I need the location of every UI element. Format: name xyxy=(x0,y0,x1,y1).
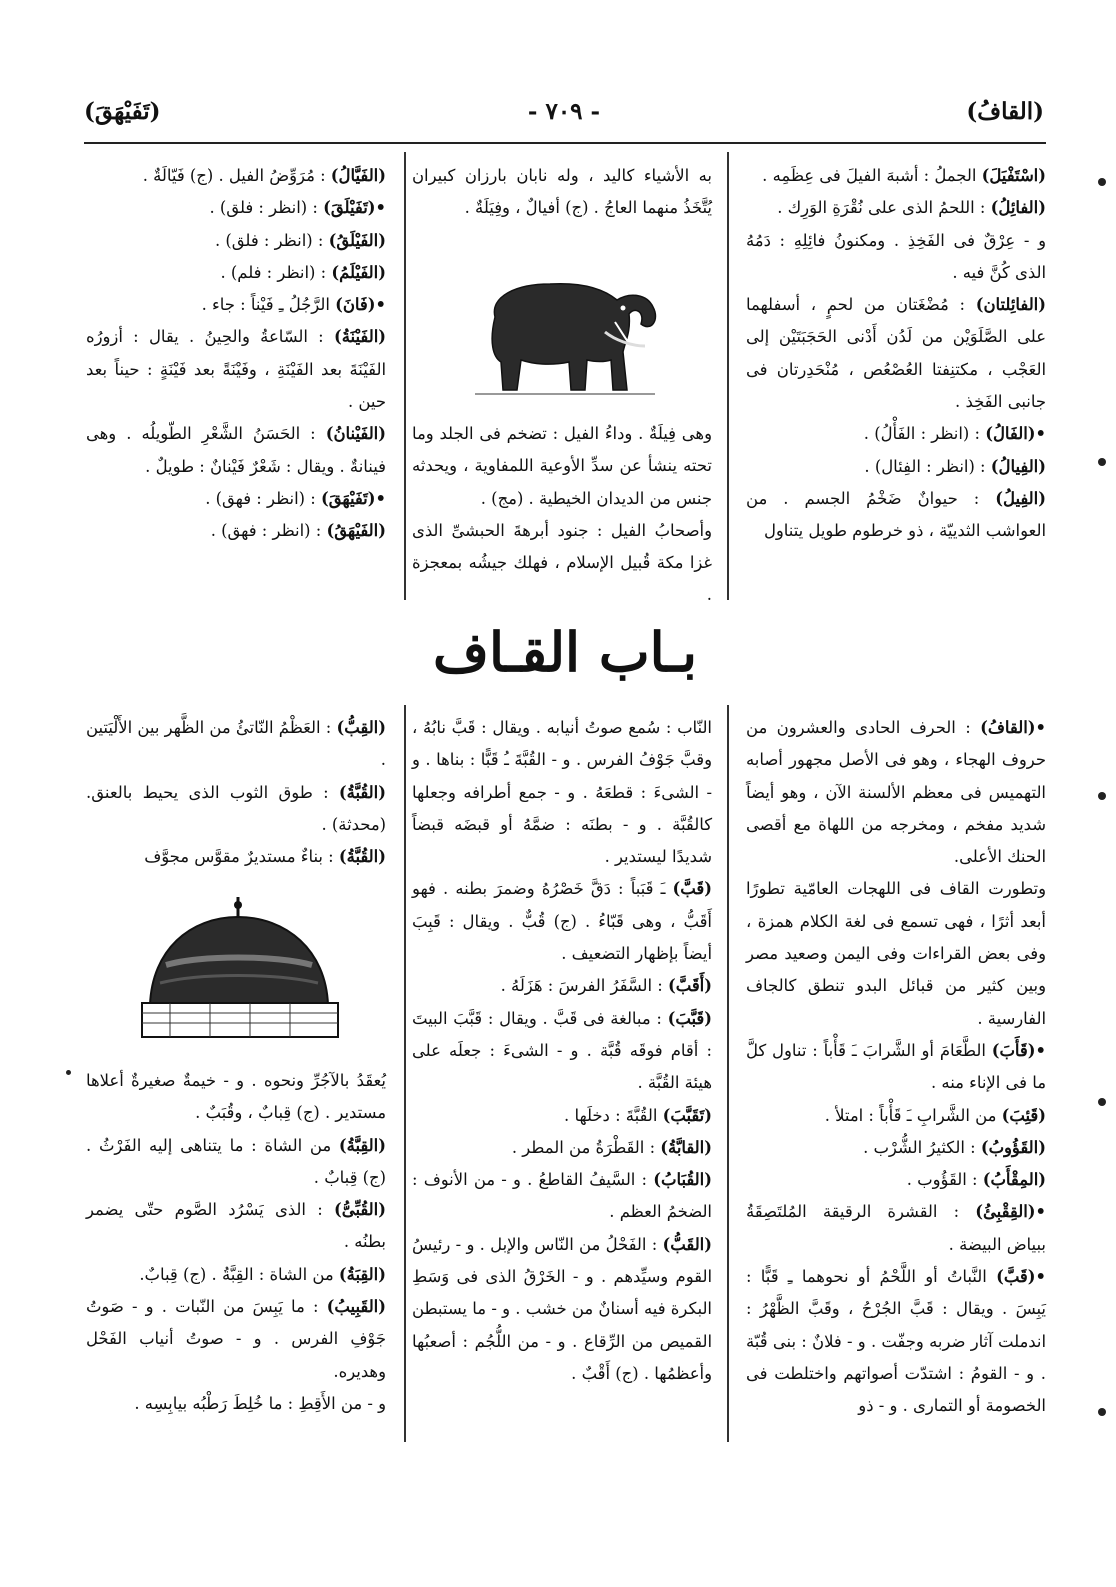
entry-definition: : القَؤُوب . xyxy=(906,1170,983,1190)
entry-headword: (الفَيْنَةُ) xyxy=(333,327,386,347)
entry-definition: : الحرف الحادى والعشرون من حروف الهجاء ، وهو فى الأصل مجهور أصابه التهميس فى معظم الألسنة الآن ، وهو أيضاً شديد مفخم ، ومخرجه من اللهاة مع أقصى الحنك الأعلى. xyxy=(746,718,1046,867)
entry-headword: (اسْتَفْيَلَ) xyxy=(981,166,1046,185)
entry-headword: (قَأَبَ) xyxy=(991,1040,1036,1060)
entry-definition: : السّاعةُ والحِينُ . يقال : أزورُه الفَيْنَةَ بعد الفَيْنَةِ ، وفَيْنَةً بعد فَيْنَةٍ : حيناً بعد حين . xyxy=(86,327,386,412)
entry-headword: (تَفَيْهَقَ) xyxy=(320,488,376,508)
dictionary-entry xyxy=(412,712,712,873)
entry-definition: النّاب : سُمع صوتُ أنيابه . ويقال : قَبَّ نابُهُ ، وقبَّ جَوْفُ الفرس . و - القُبَّةَ ـُ قَبًّا : بناها . و - الشىءَ : قطعَهُ . و - جمع أطرافه وجعلها كالقُبَّة . و - بطنَه : ضمَّهُ أو قبضَه قبضاً شديدًا ليستدير . xyxy=(412,718,712,867)
dictionary-entry xyxy=(746,451,1046,483)
entry-definition: : ما يَبِسَ من النّبات . و - صَوتُ جَوْفِ الفرس . و - صوتُ أنياب الفَحْل وهديره. xyxy=(86,1297,386,1381)
margin-mark xyxy=(1098,1098,1106,1106)
dictionary-entry xyxy=(86,289,386,321)
entry-headword: (القُبَّةُ) xyxy=(338,847,386,867)
entry-headword: (الفَيْنانُ) xyxy=(325,424,386,444)
dictionary-entry xyxy=(746,873,1046,1034)
entry-definition: من الشاة : ما يتناهى إليه الفَرْثُ . (ج) قِبابٌ . xyxy=(86,1135,386,1187)
dictionary-entry xyxy=(86,321,386,418)
dictionary-entry xyxy=(86,483,386,515)
entry-headword: (قَبَّبَ) xyxy=(667,1008,712,1028)
dictionary-entry xyxy=(86,418,386,483)
entry-definition: : السَّفَرُ الفرسَ : هَزَلَهُ . xyxy=(500,976,668,996)
entry-definition: القُبَّةَ : دخلَها . xyxy=(564,1105,663,1125)
entry-definition: : (انظر : الفَأْلُ) . xyxy=(863,424,986,444)
entry-definition: : القَطْرَةُ من المطر . xyxy=(511,1137,661,1157)
entry-headword: (الفائِلتان) xyxy=(975,295,1046,315)
dictionary-entry xyxy=(412,515,712,612)
dictionary-entry xyxy=(412,1100,712,1132)
dictionary-entry xyxy=(746,1035,1046,1100)
dictionary-entry xyxy=(746,483,1046,548)
entry-definition: : الذى يَسْرُد الصَّوم حتّى يضمر بطنُه . xyxy=(86,1200,386,1252)
bottom-column-middle xyxy=(412,712,712,1452)
elephant-illustration xyxy=(455,262,665,407)
dictionary-entry xyxy=(86,160,386,192)
dictionary-entry xyxy=(86,225,386,257)
entry-definition: : طوق الثوب الذى يحيط بالعنق. (محدثة) . xyxy=(86,782,386,834)
margin-mark xyxy=(66,1070,71,1075)
margin-mark xyxy=(1098,1408,1106,1416)
entry-definition: : (انظر : فلق) . xyxy=(209,198,324,218)
dictionary-entry xyxy=(86,192,386,224)
bottom-column-left-lower xyxy=(86,1065,386,1445)
dictionary-entry xyxy=(746,1196,1046,1261)
entry-headword: (الفائِلُ) xyxy=(990,198,1046,218)
entry-definition: به الأشياء كاليد ، وله نابان بارزان كبيران يُتَّخَذُ منهما العاجُ . (ج) أفيالٌ ، وفِيَلَةٌ . xyxy=(412,166,712,218)
entry-definition: وأصحابُ الفيل : جنود أبرهةَ الحبشىِّ الذى غزا مكة قُبيل الإسلام ، فهلك جيشُه بمعجزة . xyxy=(412,520,712,605)
dictionary-entry xyxy=(412,970,712,1002)
entry-definition: : (انظر : فهق) . xyxy=(205,488,321,508)
entry-headword: (أَقَبَّ) xyxy=(668,976,712,996)
dictionary-entry xyxy=(746,1261,1046,1422)
running-header xyxy=(84,98,1044,134)
dictionary-entry xyxy=(86,1130,386,1195)
entry-headword: (فَانَ) xyxy=(335,295,376,315)
entry-definition: ـَ قَبَباً : دَقَّ خَصْرُهُ وضمرَ بطنه . فهو أَقَبُّ ، وهى قَبّاءُ . (ج) قُبٌّ . ويقال : قَبِبَ أيضاً بإظهار التضعيف . xyxy=(412,879,712,964)
column-divider xyxy=(727,152,729,600)
entry-definition: : الكثيرُ الشُّرْب . xyxy=(863,1137,981,1157)
header-left-word: (تَفَيْهَقَ) xyxy=(84,98,161,125)
entry-definition: : الحَسَنُ الشَّعْرِ الطّويلُه . وهى فينانةٌ . ويقال : شَعْرٌ فَيْنانٌ : طويلٌ . xyxy=(86,424,386,476)
dictionary-entry xyxy=(412,1164,712,1229)
margin-mark xyxy=(1098,178,1106,186)
entry-headword: (قَبَّ) xyxy=(672,879,712,899)
top-column-left xyxy=(86,160,386,610)
entry-definition: : العَظْمُ النّاتئُ من الظَّهر بين الأَلْيَتين . xyxy=(85,718,386,770)
margin-mark xyxy=(1098,792,1106,800)
entry-definition: : (انظر : فهق) . xyxy=(210,521,327,541)
entry-headword: (القُبَّةُ) xyxy=(338,782,386,802)
dictionary-entry xyxy=(86,841,386,873)
entry-headword: (الفَيَّالُ) xyxy=(330,166,386,185)
column-divider xyxy=(404,152,406,600)
entry-definition: من الشاة : القِبَّةُ . (ج) قِبابٌ. xyxy=(139,1264,339,1284)
dictionary-entry xyxy=(746,418,1046,450)
entry-headword: (القِقْبِئُ) xyxy=(975,1202,1036,1222)
header-rule xyxy=(84,142,1046,144)
entry-definition: : بناءٌ مستديرٌ مقوَّس مجوَّف xyxy=(144,847,339,867)
entry-headword: (القُبَابُ) xyxy=(653,1170,712,1190)
entry-headword: (القِبُّ) xyxy=(336,718,386,737)
dictionary-entry xyxy=(412,1003,712,1100)
entry-headword: (القِبَةُ) xyxy=(338,1264,386,1284)
entry-definition: : القشرة الرقيقة المُلتَصِقَةُ ببياض البيضة . xyxy=(746,1202,1046,1254)
page-number: - ٧٠٩ - xyxy=(527,98,601,125)
entry-definition: : حيوانٌ ضَخْمُ الجسم . من العواشب الثدييّة ، ذو خرطوم طويل يتناول xyxy=(746,488,1046,541)
dictionary-entry xyxy=(412,160,712,225)
entry-headword: (القُبِّىُّ) xyxy=(334,1200,386,1220)
dictionary-entry xyxy=(746,1100,1046,1132)
entry-definition: : السَّيفُ القاطعُ . و - من الأنوف : الضخمُ العظم . xyxy=(412,1170,712,1222)
dictionary-entry xyxy=(746,712,1046,873)
dictionary-entry xyxy=(746,1132,1046,1164)
entry-headword: (القافُ) xyxy=(980,718,1036,737)
dictionary-entry xyxy=(86,1291,386,1388)
entry-headword: (الفَيْلَمُ) xyxy=(331,262,386,282)
column-divider xyxy=(404,705,406,1442)
top-column-right xyxy=(746,160,1046,610)
header-right-word: (القافُ) xyxy=(966,98,1044,125)
entry-definition: : (انظر : فلق) . xyxy=(214,230,329,250)
entry-definition: : مبالغة فى قَبَّ . ويقال : قَبَّبَ البيتَ : أقام فوقَه قُبَّة . و - الشىءَ : جعلَه على هيئة القُبَّة . xyxy=(412,1008,712,1093)
entry-definition: النَّباتُ أو اللَّحْمُ أو نحوهما ـِ قَبًّا : يَبِسَ . ويقال : قَبَّ الجُرْحُ ، وقَبَّ الظَّهْرُ : اندملت آثار ضربه وجفّت . و - فلانٌ : بنى قُبّة . و - القومُ : اشتدّت أصواتهم واختلطت فى الخصومة أو التمارى . و - ذو xyxy=(746,1267,1046,1416)
top-column-middle-lower xyxy=(412,418,712,605)
entry-definition: و - عِرْقٌ فى الفَخِذِ . ومكنونُ فائِلِهِ : دَمُهُ الذى كُنَّ فيه . xyxy=(746,230,1046,282)
dictionary-entry xyxy=(746,160,1046,192)
entry-headword: (قَئِبَ) xyxy=(1001,1105,1046,1125)
entry-definition: : (انظر : الفِئال) . xyxy=(864,456,991,476)
dictionary-entry xyxy=(86,515,386,547)
entry-definition: : مُضْغَتان من لحمٍ ، أسفلهما على الصَّلَوَيْن من لَدُن أَدْنى الحَجَبَتَيْن إلى العَجْب ، مكتنِفتا العُصْعُص ، مُنْحَدِرتان فى جانبى الفَخِذ . xyxy=(746,295,1046,412)
dome-illustration xyxy=(130,895,350,1045)
entry-definition: من الشَّرابِ ـَ قَأْباً : امتلأ . xyxy=(824,1105,1002,1125)
entry-headword: (تَقَبَّبَ) xyxy=(662,1105,712,1125)
dictionary-entry xyxy=(412,1229,712,1390)
dictionary-entry xyxy=(86,1259,386,1291)
entry-definition: الجملُ : أشبهَ الفيلَ فى عِظَمِه . xyxy=(762,166,982,185)
entry-headword: (القَبِيبُ) xyxy=(326,1297,386,1317)
entry-headword: (القِبَّةُ) xyxy=(338,1135,386,1155)
entry-definition: يُعقَدُ بالآجُرِّ ونحوه . و - خيمةٌ صغيرةٌ أعلاها مستدير . (ج) قِبابٌ ، وقُبَبٌ . xyxy=(86,1071,386,1123)
entry-definition: و - من الأَقِطِ : ما خُلِطَ رَطْبُه بيابِسِه . xyxy=(134,1393,386,1413)
bottom-column-left-upper xyxy=(86,712,386,902)
entry-definition: الرَّجُلُ ـِ فَيْناً : جاء . xyxy=(201,295,336,315)
dictionary-entry xyxy=(746,225,1046,290)
section-title: بـاب القـاف xyxy=(433,620,697,684)
entry-headword: (القَبُّ) xyxy=(662,1234,712,1254)
dictionary-entry xyxy=(86,712,386,777)
column-divider xyxy=(727,705,729,1442)
entry-definition: الطَّعَامَ أو الشَّرابَ ـَ قَأْباً : تناول كلَّ ما فى الإناء منه . xyxy=(746,1040,1046,1093)
entry-definition: وتطورت القاف فى اللهجات العامّية تطورًا أبعد أثرًا ، فهى تسمع فى لغة الكلام همزة ، وفى بعض القراءات وفى اليمن وصعيد مصر وبين كثير من قبائل البدو تنطق كالجاف الفارسية . xyxy=(746,879,1046,1028)
dictionary-entry xyxy=(412,1132,712,1164)
dictionary-entry xyxy=(746,192,1046,224)
dictionary-entry xyxy=(746,289,1046,418)
entry-definition: : مُرَوِّضُ الفيل . (ج) فَيّالَةٌ . xyxy=(142,166,331,185)
dictionary-entry xyxy=(86,257,386,289)
dictionary-entry xyxy=(86,777,386,842)
entry-headword: (تَفَيْلَقَ) xyxy=(323,198,376,218)
bottom-column-right xyxy=(746,712,1046,1452)
entry-headword: (الفِيالُ) xyxy=(990,456,1046,476)
dictionary-entry xyxy=(86,1065,386,1130)
entry-definition: وهى فِيلَةٌ . وداءُ الفيل : تضخم فى الجلد وما تحته ينشأ عن سدِّ الأوعية اللمفاوية ، ويحدثه جنس من الديدان الخيطية . (مج) . xyxy=(412,424,712,508)
entry-definition: : اللحمُ الذى على نُقْرَةِ الوَرِك . xyxy=(777,198,991,218)
entry-headword: (الفَالُ) xyxy=(985,424,1036,444)
entry-headword: (المِقْأَبُ) xyxy=(982,1170,1046,1190)
entry-headword: (الفِيلُ) xyxy=(995,488,1046,508)
dictionary-entry xyxy=(412,873,712,970)
entry-headword: (قَبَّ) xyxy=(996,1267,1036,1287)
entry-definition: : (انظر : فلم) . xyxy=(220,262,332,282)
entry-headword: (القَؤُوبُ) xyxy=(980,1137,1046,1157)
entry-headword: (القابَّةُ) xyxy=(660,1137,712,1157)
entry-headword: (الفَيْهَقُ) xyxy=(326,521,386,541)
dictionary-entry xyxy=(746,1164,1046,1196)
top-column-middle-upper xyxy=(412,160,712,250)
dictionary-entry xyxy=(86,1388,386,1420)
entry-definition: : الفَحْلُ من النّاس والإبل . و - رئيسُ القوم وسيِّدهم . و - الخَرْقُ الذى فى وَسَطِ البكرة فيه أسنانٌ من خشب . و - ما يستبطن القميص من الرِّقاع . و - من اللُّجُم : أصعبُها وأعظمُها . (ج) أَقْبٌ . xyxy=(412,1234,712,1383)
entry-headword: (الفَيْلَقُ) xyxy=(328,230,386,250)
dictionary-entry xyxy=(412,418,712,515)
dictionary-entry xyxy=(86,1194,386,1259)
margin-mark xyxy=(1098,458,1106,466)
